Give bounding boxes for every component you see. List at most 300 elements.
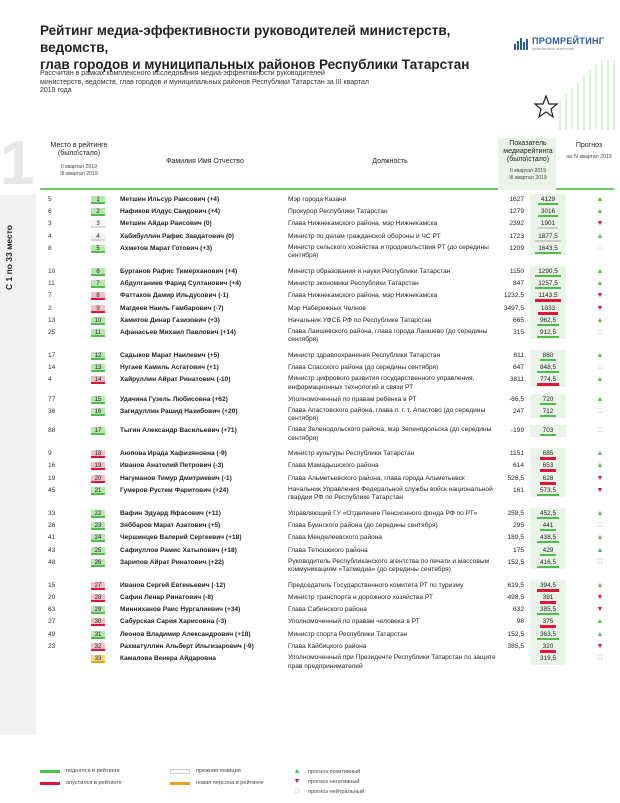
triangle-up-icon: ▲ (596, 581, 604, 589)
triangle-up-icon: ▲ (596, 462, 604, 470)
score-now-cell (530, 557, 566, 569)
place-now: 20 (91, 475, 105, 483)
score-was: 847 (512, 280, 524, 288)
score-now: 391 (540, 594, 557, 604)
place-now-cell (84, 327, 112, 339)
legend-neu (292, 788, 364, 795)
place-now: 15 (91, 396, 105, 404)
person-position: Глава Буинского района (до середины сентября) (288, 522, 438, 530)
place-now: 17 (91, 427, 105, 435)
place-was: 13 (48, 316, 56, 324)
place-now: 12 (91, 352, 105, 360)
score-now: 385,5 (537, 606, 559, 615)
person-name: Рахматуллин Альберт Ильгизарович (-9) (120, 642, 254, 650)
table-row (40, 266, 614, 278)
score-was: 385,5 (507, 642, 524, 650)
person-position: Глава Нижнекамского района, мэр Нижнекамска (288, 220, 438, 228)
place-now: 10 (91, 317, 105, 325)
person-name: Сафин Ленар Ринатович (-8) (120, 594, 214, 602)
triangle-up-icon: ▲ (596, 618, 604, 626)
score-now-cell (530, 303, 566, 315)
place-now-cell (84, 592, 112, 604)
square-icon: □ (597, 328, 603, 336)
score-was: 3811 (509, 376, 524, 384)
square-icon: □ (597, 407, 603, 415)
person-position: Прокурор Республики Татарстан (288, 208, 388, 216)
score-was: 152,5 (507, 558, 524, 566)
score-was: 161 (512, 486, 524, 494)
score-was: 619,5 (507, 581, 524, 589)
score-was: 1627 (509, 196, 524, 203)
score-now: 394,5 (537, 582, 559, 592)
score-now: 720 (540, 396, 557, 405)
place-was: 14 (48, 364, 56, 372)
place-now: 24 (91, 534, 105, 542)
place-now-cell (84, 425, 112, 437)
place-now: 26 (91, 559, 105, 567)
score-now: 1901 (538, 220, 558, 229)
square-icon: □ (294, 788, 300, 795)
table-row (40, 231, 614, 243)
table-row (40, 616, 614, 628)
place-now-cell (84, 653, 112, 665)
name-column-header: Фамилия Имя Отчество (166, 158, 244, 165)
place-now-cell (84, 194, 112, 206)
person-name: Удачина Гузель Любисовна (+62) (120, 395, 228, 403)
place-now-cell (84, 231, 112, 243)
legend-neu-label: прогноз нейтральный (308, 788, 365, 795)
person-name: Абдулганиев Фарид Султанович (+4) (120, 280, 242, 288)
place-now: 4 (91, 233, 105, 241)
score-q2-label: II квартал 2019 (509, 168, 547, 174)
place-now: 21 (91, 487, 105, 495)
place-was: 3 (48, 220, 52, 228)
table-row (40, 278, 614, 290)
legend-prev-label: прежняя позиция (196, 768, 241, 774)
table-row (40, 315, 614, 327)
place-was: 4 (48, 232, 52, 240)
score-now: 703 (540, 427, 557, 436)
triangle-down-icon: ▼ (293, 778, 301, 785)
table-row (40, 406, 614, 425)
score-was: -199 (510, 427, 524, 434)
score-now: 438,5 (537, 534, 559, 543)
place-now-cell (84, 641, 112, 653)
score-now-cell (530, 394, 566, 406)
score-now: 363,5 (537, 631, 559, 640)
place-was: 6 (48, 208, 52, 216)
person-position: Министр по делам гражданской обороны и ЧС РТ (288, 232, 441, 240)
table-row (40, 653, 614, 672)
score-was: 1209 (509, 244, 524, 252)
square-icon: □ (597, 522, 603, 530)
person-position: Уполномоченный при Президенте Республики Татарстан по защите прав предпринимателей (288, 654, 496, 670)
person-name: Магдеев Наиль Гамбарович (-7) (120, 304, 224, 312)
forecast-q-label: на IV квартал 2019 (566, 154, 612, 160)
person-position: Мэр города Казани (288, 196, 347, 203)
score-now-cell (530, 448, 566, 460)
triangle-up-icon: ▲ (596, 208, 604, 216)
place-now-cell (84, 485, 112, 497)
triangle-down-icon: ▼ (596, 642, 604, 650)
logo (514, 36, 604, 51)
place-was: 9 (48, 450, 52, 458)
score-now: 685 (540, 450, 557, 460)
table-header (40, 138, 614, 190)
score-now-cell (530, 473, 566, 485)
person-position: Глава Спасского района (до середины сентября) (288, 364, 439, 372)
person-position: Уполномоченный по правам человека в РТ (288, 618, 420, 626)
person-name: Зяббаров Марат Азатович (+5) (120, 522, 221, 530)
place-now: 3 (91, 220, 105, 228)
square-icon: □ (597, 244, 603, 252)
place-now-cell (84, 278, 112, 290)
table-row (40, 448, 614, 460)
place-now-cell (84, 406, 112, 418)
score-now: 320 (540, 643, 557, 653)
place-now-cell (84, 532, 112, 544)
table-row (40, 350, 614, 362)
person-position: Глава Сабинского района (288, 606, 367, 614)
table-row (40, 374, 614, 393)
person-position: Министр спорта Республики Татарстан (288, 630, 408, 638)
triangle-down-icon: ▼ (596, 486, 604, 494)
person-position: Министр сельского хозяйства и продовольствия РТ (до середины сентября) (288, 243, 489, 260)
legend-pos-label: прогноз позитивный (308, 768, 361, 775)
place-now-cell (84, 520, 112, 532)
triangle-down-icon: ▼ (596, 220, 604, 228)
score-now-cell (530, 532, 566, 544)
table-row (40, 532, 614, 544)
score-was: 315 (512, 328, 524, 336)
triangle-down-icon: ▼ (596, 474, 604, 482)
place-now-cell (84, 616, 112, 628)
triangle-down-icon: ▼ (596, 594, 604, 602)
triangle-up-icon: ▲ (293, 768, 301, 775)
person-position: Уполномоченный по правам ребенка в РТ (288, 395, 417, 403)
score-now-cell (530, 278, 566, 290)
score-now: 3016 (538, 208, 558, 217)
score-now: 1257,5 (535, 280, 561, 289)
legend-pos (292, 768, 360, 775)
score-now-cell (530, 545, 566, 557)
score-now-cell (530, 194, 566, 206)
person-position: Министр цифрового развития государственного управления, информационных технологий и связи РТ (288, 375, 475, 392)
place-now-cell (84, 448, 112, 460)
score-now: 912,5 (537, 329, 559, 338)
logo-tagline: рейтинговое агентство (532, 46, 575, 51)
triangle-up-icon: ▲ (596, 352, 604, 360)
table-row (40, 460, 614, 472)
score-now-cell (530, 425, 566, 437)
place-now-cell (84, 303, 112, 315)
place-now-cell (84, 350, 112, 362)
score-now-cell (530, 206, 566, 218)
person-name: Сафиуллов Рамис Хатыпович (+18) (120, 546, 237, 554)
person-position: Глава Лаишевского района, глава города Лаишево (до середины сентября) (288, 327, 488, 344)
person-name: Тыгин Александр Васильевич (+71) (120, 427, 237, 434)
triangle-up-icon: ▲ (596, 316, 604, 324)
table-row (40, 290, 614, 302)
triangle-up-icon: ▲ (596, 395, 604, 403)
score-now-cell (530, 243, 566, 255)
score-was: 526,5 (507, 474, 524, 482)
triangle-up-icon: ▲ (596, 232, 604, 240)
place-now: 29 (91, 606, 105, 614)
legend-new-label: новая персона в рейтинге (196, 780, 264, 786)
person-position: Глава Кайбицкого района (288, 642, 367, 650)
place-was: 19 (48, 474, 56, 482)
score-now-cell (530, 580, 566, 592)
person-name: Иванов Сергей Евгеньевич (-12) (120, 581, 226, 589)
score-now-cell (530, 362, 566, 374)
score-now: 774,5 (537, 376, 559, 386)
place-was: 49 (48, 630, 56, 638)
score-now-cell (530, 592, 566, 604)
person-name: Хабибуллин Рафис Завдатович (0) (120, 232, 235, 240)
square-icon: □ (597, 558, 603, 566)
score-now: 628 (540, 475, 557, 485)
table-row (40, 641, 614, 653)
place-was: 11 (48, 280, 55, 288)
place-now: 1 (91, 196, 105, 204)
table-row (40, 545, 614, 557)
score-was: 614 (512, 462, 524, 470)
place-now: 5 (91, 245, 105, 253)
person-position: Глава Мамадышского района (288, 462, 379, 470)
place-was: 10 (48, 267, 56, 275)
place-now-cell (84, 362, 112, 374)
person-position: Глава Тетюшского района (288, 546, 368, 554)
place-now-cell (84, 218, 112, 230)
legend-down (40, 780, 122, 786)
score-now: 1290,5 (535, 268, 561, 277)
person-name: Хайруллин Айрат Ринатович (-10) (120, 376, 231, 384)
place-was: 25 (48, 328, 56, 336)
table-row (40, 508, 614, 520)
place-now-cell (84, 394, 112, 406)
place-was: 48 (48, 558, 56, 566)
place-now: 27 (91, 582, 105, 590)
place-now: 31 (91, 631, 105, 639)
square-icon: □ (597, 655, 603, 662)
table-row (40, 557, 614, 576)
table-row (40, 473, 614, 485)
score-now-cell (530, 616, 566, 628)
place-now: 32 (91, 643, 105, 651)
score-was: 258,5 (507, 509, 524, 517)
score-now-cell (530, 641, 566, 653)
place-now: 30 (91, 618, 105, 626)
score-now: 712 (540, 408, 557, 417)
place-was: 28 (48, 522, 56, 530)
place-now: 13 (91, 364, 105, 372)
place-now: 23 (91, 522, 105, 530)
score-now: 1877,5 (535, 233, 561, 242)
person-name: Сабурская Сария Харисовна (-3) (120, 618, 227, 626)
place-q3-label: III квартал 2019 (60, 171, 98, 177)
score-now-cell (530, 327, 566, 339)
rating-table (40, 194, 614, 672)
score-now: 452,5 (537, 510, 559, 519)
person-position: Министр транспорта и дорожного хозяйства РТ (288, 594, 434, 602)
place-was: 43 (48, 546, 56, 554)
table-row (40, 629, 614, 641)
person-name: Гумеров Рустем Фаритович (+24) (120, 486, 229, 494)
score-now-cell (530, 315, 566, 327)
score-was: 498,5 (507, 594, 524, 602)
person-name: Камалова Венера Айдаровна (120, 655, 216, 662)
person-name: Бурганов Рафис Тимерханович (+4) (120, 267, 238, 275)
score-now: 848,5 (537, 364, 559, 373)
score-was: 1151 (509, 450, 524, 458)
person-name: Чершинцев Валерий Сергеевич (+18) (120, 534, 242, 542)
place-now: 18 (91, 450, 105, 458)
score-was: 2392 (509, 220, 524, 228)
table-row (40, 218, 614, 230)
score-now-cell (530, 406, 566, 418)
score-now: 319,5 (540, 655, 556, 662)
person-name: Иванов Анатолий Петрович (-3) (120, 462, 224, 470)
place-now: 19 (91, 462, 105, 470)
place-now-cell (84, 508, 112, 520)
score-now-cell (530, 218, 566, 230)
place-now-cell (84, 243, 112, 255)
place-now-cell (84, 604, 112, 616)
table-row (40, 520, 614, 532)
person-name: Садыков Марат Наилевич (+5) (120, 352, 220, 360)
person-name: Нагуманов Тимур Дмитриевич (-1) (120, 474, 232, 482)
place-was: 20 (48, 594, 56, 602)
place-now-cell (84, 580, 112, 592)
place-now: 28 (91, 594, 105, 602)
score-now: 441 (540, 522, 557, 531)
score-was: 152,5 (507, 630, 524, 638)
place-was: 2 (48, 304, 52, 312)
score-now-cell (530, 266, 566, 278)
place-now: 9 (91, 305, 105, 313)
legend-down-label: опустился в рейтинге (66, 780, 122, 786)
score-was: 175 (512, 546, 524, 554)
person-position: Председатель Государственного комитета РТ по туризму (288, 581, 464, 589)
legend-up (40, 768, 120, 774)
score-now-cell (530, 290, 566, 302)
score-was: 1723 (509, 232, 524, 240)
person-position: Руководитель Республиканского агентства по печати и массовым коммуникациям «Татмедиа» (до середины сентября) (288, 557, 490, 574)
score-now: 1033 (538, 305, 558, 315)
title-line-1: Рейтинг медиа-эффективности руководителей министерств, ведомств, (40, 23, 451, 55)
table-row (40, 604, 614, 616)
score-now-cell (530, 508, 566, 520)
place-was: 23 (48, 642, 56, 650)
place-now: 14 (91, 376, 105, 384)
place-was: 17 (48, 352, 56, 360)
place-column-header: Место в рейтинге (было\стало) (50, 142, 108, 157)
place-q2-label: II квартал 2019 (60, 164, 98, 170)
title-line-2: глав городов и муниципальных районов Республики Татарстан (40, 57, 470, 72)
score-was: 295 (512, 522, 524, 530)
person-name: Вафин Эдуард Яфасович (+11) (120, 509, 221, 517)
person-position: Начальник Управления Федеральной службы войск национальной гвардии РФ по Республике Татарстан (288, 485, 493, 502)
score-now: 573,5 (537, 487, 559, 496)
score-now: 1643,5 (535, 245, 561, 254)
place-now: 16 (91, 408, 105, 416)
table-row (40, 425, 614, 444)
forecast-column-header: Прогноз (575, 142, 603, 149)
place-was: 77 (48, 395, 56, 403)
table-row (40, 206, 614, 218)
place-now: 7 (91, 280, 105, 288)
person-position: Глава Зеленодольского района, мэр Зеленодольска (до середины сентября) (288, 426, 492, 442)
place-was: 7 (48, 292, 52, 300)
logo-name: ПРОМРЕЙТИНГ (532, 36, 605, 46)
score-now: 1143,5 (535, 292, 560, 302)
score-now: 653 (540, 462, 557, 472)
table-row (40, 362, 614, 374)
score-was: 98 (516, 618, 524, 626)
triangle-down-icon: ▼ (596, 304, 604, 312)
person-name: Хамитов Динар Газизович (+3) (120, 316, 220, 324)
place-was: 5 (48, 196, 52, 203)
score-now-cell (530, 653, 566, 665)
place-now: 6 (91, 268, 105, 276)
triangle-down-icon: ▼ (596, 292, 604, 300)
place-now-cell (84, 266, 112, 278)
score-now-cell (530, 350, 566, 362)
score-was: 665 (512, 316, 524, 324)
triangle-up-icon: ▲ (596, 546, 604, 554)
place-was: 41 (48, 534, 56, 542)
page-title (40, 22, 480, 73)
score-was: 632 (512, 606, 524, 614)
triangle-up-icon: ▲ (596, 280, 604, 288)
bar-chart-decoration-icon (480, 60, 620, 130)
person-name: Метшин Айдар Раисович (0) (120, 220, 212, 228)
place-now: 2 (91, 208, 105, 216)
square-icon: □ (597, 427, 603, 434)
person-position: Министр здравоохранения Республики Татарстан (288, 352, 441, 360)
table-row (40, 592, 614, 604)
side-label: С 1 по 33 место (4, 225, 14, 290)
person-position: Глава Менделеевского района (288, 534, 383, 542)
square-icon: □ (597, 364, 603, 372)
place-now: 8 (91, 292, 105, 300)
triangle-down-icon: ▼ (596, 606, 604, 614)
place-now-cell (84, 557, 112, 569)
table-row (40, 303, 614, 315)
score-was: 1279 (509, 208, 524, 216)
person-name: Нугаев Камиль Асгатович (+1) (120, 364, 219, 372)
place-now-cell (84, 315, 112, 327)
table-row (40, 394, 614, 406)
person-position: Глава Нижнекамского района, мэр Нижнекамска (288, 292, 438, 300)
place-was: 27 (48, 618, 56, 626)
legend-up-label: поднялся в рейтинге (66, 768, 120, 774)
score-now: 4129 (538, 196, 558, 205)
score-now-cell (530, 460, 566, 472)
person-name: Зарипов Айрат Ринатович (+22) (120, 558, 224, 566)
star-icon (535, 96, 557, 117)
table-row (40, 485, 614, 504)
person-position: Глава Апастовского района, глава п. г. т. Апастово (до середины сентября) (288, 406, 486, 423)
place-now: 11 (91, 329, 105, 337)
score-was: -66,5 (508, 395, 524, 403)
position-column-header: Должность (372, 158, 408, 165)
score-q3-label: III квартал 2019 (509, 175, 547, 181)
person-position: Министр культуры Республики Татарстан (288, 450, 415, 458)
place-now-cell (84, 460, 112, 472)
table-row (40, 327, 614, 346)
